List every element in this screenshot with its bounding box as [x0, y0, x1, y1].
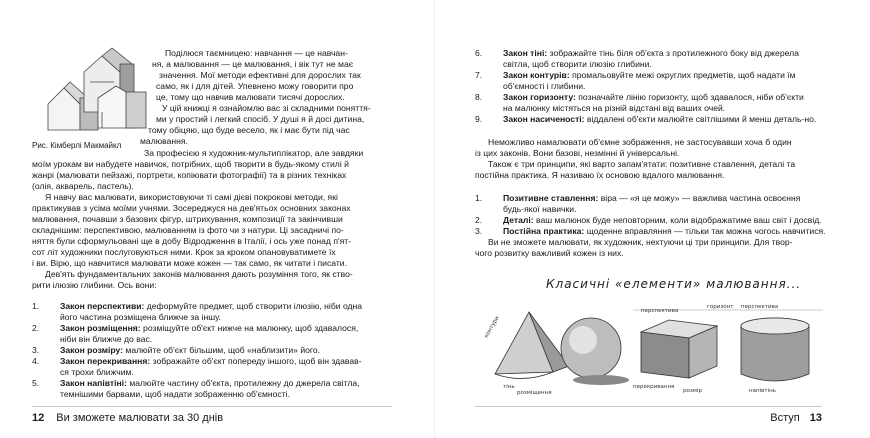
laws-list-1-5: [32, 301, 392, 400]
para-line: Неможливо намалювати об'ємне зображення, не застосувавши хоча б один: [488, 137, 792, 147]
label-overlap: перекривання: [633, 384, 675, 390]
intro-line: ня, а малювання — це малювання, і вік тут не має: [152, 59, 354, 69]
intro-line: це, тому що навчив малювати тисячі дорослих.: [156, 92, 345, 102]
label-perspective-2: перспектива: [741, 304, 779, 310]
list-item: 1. Позитивне ставлення: віра — «я це можу» — важлива частина освоєння будь-якої навички.: [475, 193, 801, 214]
label-placement: розміщення: [517, 390, 552, 396]
list-item: 3. Постійна практика: щоденне вправляння — тільки так можна чогось навчитися.: [475, 226, 826, 236]
list-item: 8. Закон горизонту: позначайте лінію горизонту, щоб здавалося, ніби об'єкти на малюнку містяться на різній відстані від ваших очей.: [475, 92, 804, 113]
para-line: Ви не зможете малювати, як художник, нехтуючи ці три принципи. Для твор-: [488, 237, 793, 247]
running-title: Ви зможете малювати за 30 днів: [56, 412, 224, 424]
right-footer: [770, 412, 822, 424]
label-shadow: тінь: [503, 384, 515, 390]
footer-rule: [32, 406, 392, 407]
intro-line: ми у простий і легкий спосіб. У душі я й досі дитина,: [156, 114, 365, 124]
classic-elements-drawing: [483, 292, 831, 396]
para3-line: няття були сформульовані ще в добу Відродження в Італії, і ось уже понад п'ят-: [32, 236, 352, 246]
list-item: 1. Закон перспективи: деформуйте предмет, щоб створити ілюзію, ніби одна його частина розміщена ближче за іншу.: [32, 301, 363, 322]
intro-line: само, як і для дітей. Упевнено можу говорити про: [156, 81, 354, 91]
para-line: чого розвитку важливий кожен із них.: [475, 248, 624, 258]
page-number: 13: [809, 412, 822, 424]
para3-line: сот літ художники послуговуються ними. Крок за кроком опановуватимете їх: [32, 247, 336, 257]
para2-line: моїм урокам ви набудете навичок, потрібних, щоб творити в будь-якому стилі й: [32, 159, 349, 169]
label-shading: напівтінь: [749, 388, 776, 394]
label-horizon: горизонт: [707, 304, 734, 310]
label-size: розмір: [683, 388, 702, 394]
footer-rule: [475, 406, 822, 407]
intro-line: У цій книжці я ознайомлю вас зі складними поняття-: [162, 103, 371, 113]
para-line: Також є три принципи, які варто запам'ятати: позитивне ставлення, деталі та: [488, 159, 796, 169]
label-perspective: перспектива: [641, 308, 679, 314]
intro-line: Поділюся таємницею: навчання — це навчан-: [165, 48, 348, 58]
para-line: постійна практика. Я називаю їх основою вдалого малювання.: [475, 170, 725, 180]
section-title: Вступ: [770, 412, 800, 424]
label-contour: контури: [483, 315, 501, 339]
drawing-title: Класичні «елементи» малювання...: [546, 277, 802, 291]
para3-line: Я навчу вас малювати, використовуючи ті самі дієві покрокові методи, які: [45, 192, 338, 202]
para-line: із цих законів. Вони базові, незмінні й універсальні.: [475, 148, 680, 158]
list-item: 7. Закон контурів: промальовуйте межі округлих предметів, щоб надати їм об'ємності і глибини.: [475, 70, 796, 91]
body-text: [32, 148, 392, 291]
para3-line: малювання, почавши з базових фігур, штрихування, композиції та закінчивши: [32, 214, 343, 224]
principles-list: [475, 193, 827, 259]
list-item: 5. Закон напівтіні: малюйте частину об'єкта, протилежну до джерела світла, темнішими барвами, щоб надати зображенню об'ємності.: [32, 378, 360, 399]
para3-line: і ви. Вірю, що навчитися малювати може кожен — так само, як читати і писати.: [32, 258, 347, 268]
para2-line: (олія, акварель, пастель).: [32, 181, 134, 191]
list-item: 6. Закон тіні: зображайте тінь біля об'єкта з протилежного боку від джерела світла, щоб створити ілюзію глибини.: [475, 48, 799, 69]
para4-line: Дев'ять фундаментальних законів малювання дають розуміння того, як ство-: [45, 269, 353, 279]
list-item: 4. Закон перекривання: зображайте об'єкт попереду іншого, щоб він здавав- ся трохи ближчим.: [32, 356, 362, 377]
intro-line: значення. Мої методи ефективні для дорослих так: [159, 70, 361, 80]
houses-sketch-illustration: [40, 42, 152, 134]
para2-line: жанрі (малювати пейзажі, портрети, копіювати фотографії) та в різних техніках: [32, 170, 347, 180]
para3-line: складнішим: перспективою, малюванням із фото чи з натури. Ці засадничі по-: [32, 225, 344, 235]
para2-line: За професією я художник-мультиплікатор, але завдяки: [144, 148, 364, 158]
intro-line: тому обіцяю, що буде весело, як і має бути під час: [148, 125, 350, 135]
right-page: [435, 0, 870, 438]
list-item: 2. Закон розміщення: розміщуйте об'єкт нижче на малюнку, щоб здавалося, ніби він ближче до вас.: [32, 323, 359, 344]
laws-list-6-9: [475, 48, 827, 125]
list-item: 3. Закон розміру: малюйте об'єкт більшим, щоб «наблизити» його.: [32, 345, 321, 355]
list-item: 9. Закон насиченості: віддалені об'єкти малюйте світлішими й менш деталь-но.: [475, 114, 817, 124]
intro-line: малювання.: [140, 136, 188, 146]
para-universal: [475, 137, 827, 181]
page-number: 12: [32, 412, 45, 424]
figure-caption: Рис. Кімберлі Макмайкл: [32, 141, 122, 150]
left-footer: [32, 412, 223, 424]
para3-line: практикував з усіма моїми учнями. Зосереджуся на дев'ятьох основних законах: [32, 203, 351, 213]
intro-paragraph: [140, 48, 392, 147]
list-item: 2. Деталі: ваш малюнок буде неповторним, коли відображатиме ваш світ і досвід.: [475, 215, 822, 225]
para4-line: рити ілюзію глибини. Ось вони:: [32, 280, 157, 290]
